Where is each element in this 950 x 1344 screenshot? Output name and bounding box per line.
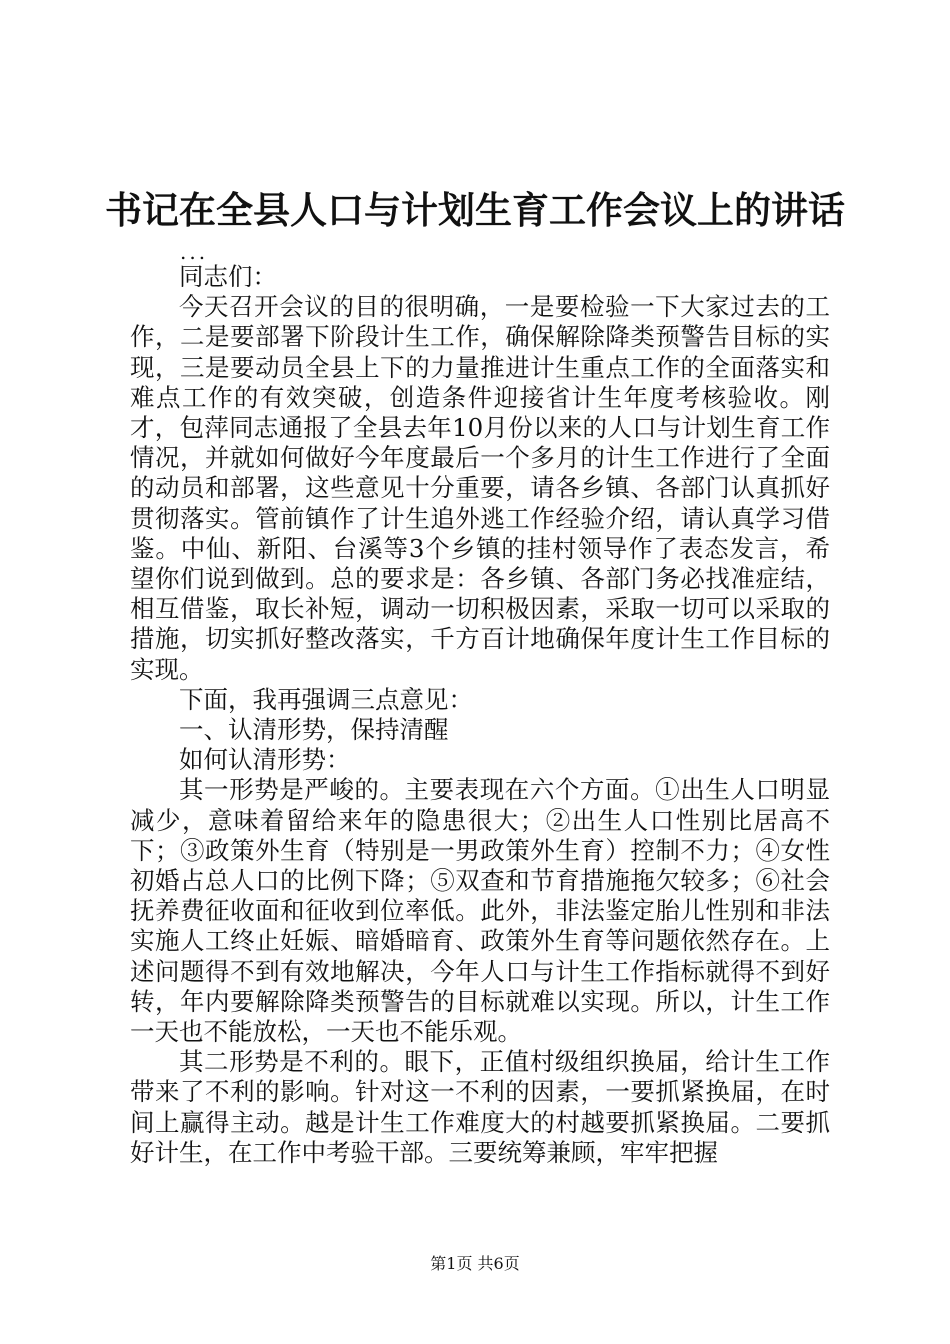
document-body (130, 262, 830, 1168)
document-title: 书记在全县人口与计划生育工作会议上的讲话 (105, 188, 845, 232)
paragraph-question: 如何认清形势： (179, 745, 351, 775)
page-number-footer: 第1页 共6页 (430, 1254, 520, 1273)
paragraph-situation-2: 其二形势是不利的。眼下，正值村级组织换届，给计生工作带来了不利的影响。针对这一不利的因素，一要抓紧换届，在时间上赢得主动。越是计生工作难度大的村越要抓紧换届。二要抓好计生，在工作中考验干部。三要统筹兼顾，牢牢把握 (130, 1047, 830, 1167)
paragraph-intro: 今天召开会议的目的很明确，一是要检验一下大家过去的工作，二是要部署下阶段计生工作，确保解除降类预警告目标的实现，三是要动员全县上下的力量推进计生重点工作的全面落实和难点工作的有效突破，创造条件迎接省计生年度考核验收。刚才，包萍同志通报了全县去年10月份以来的人口与计划生育工作情况，并就如何做好今年度最后一个多月的计生工作进行了全面的动员和部署，这些意见十分重要，请各乡镇、各部门认真抓好贯彻落实。管前镇作了计生追外逃工作经验介绍，请认真学习借鉴。中仙、新阳、台溪等3个乡镇的挂村领导作了表态发言，希望你们说到做到。总的要求是：各乡镇、各部门务必找准症结，相互借鉴，取长补短，调动一切积极因素，采取一切可以采取的措施，切实抓好整改落实，千方百计地确保年度计生工作目标的实现。 (130, 292, 830, 684)
ellipsis-mark: ... (180, 240, 209, 264)
section-heading-1: 一、认清形势，保持清醒 (179, 715, 449, 745)
paragraph-emphasis: 下面，我再强调三点意见： (179, 684, 473, 714)
paragraph-greeting: 同志们： (179, 262, 277, 291)
paragraph-situation-1: 其一形势是严峻的。主要表现在六个方面。①出生人口明显减少，意味着留给来年的隐患很大；②出生人口性别比居高不下；③政策外生育（特别是一男政策外生育）控制不力；④女性初婚占总人口的比例下降；⑤双查和节育措施拖欠较多；⑥社会抚养费征收面和征收到位率低。此外，非法鉴定胎儿性别和非法实施人工终止妊娠、暗婚暗育、政策外生育等问题依然存在。上述问题得不到有效地解决，今年人口与计生工作指标就得不到好转，年内要解除降类预警告的目标就难以实现。所以，计生工作一天也不能放松，一天也不能乐观。 (130, 775, 830, 1047)
